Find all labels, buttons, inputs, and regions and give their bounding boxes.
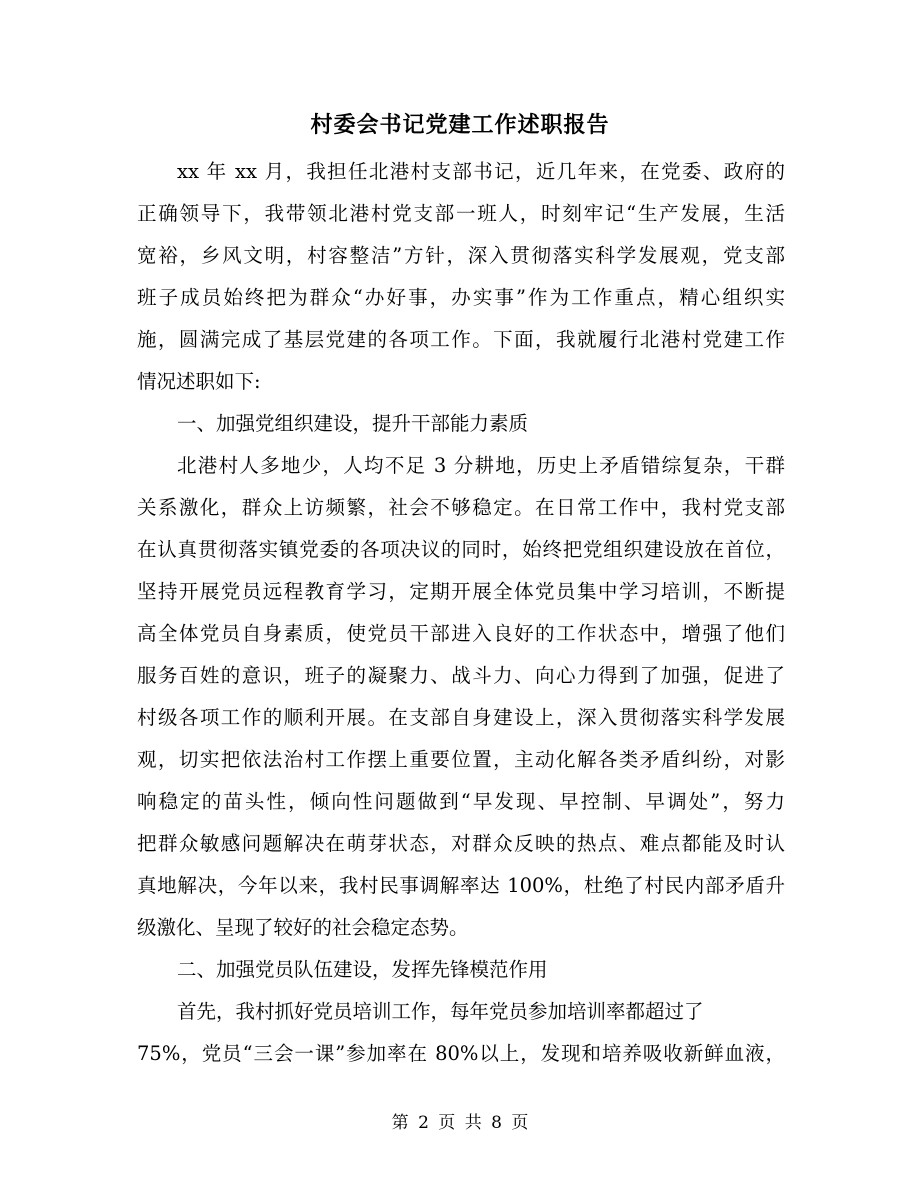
paragraph-line: 响稳定的苗头性，倾向性问题做到“早发现、早控制、早调处”，努力	[137, 790, 785, 813]
paragraph-line: 情况述职如下:	[137, 370, 261, 393]
page-number-footer: 第 2 页 共 8 页	[391, 1113, 529, 1133]
paragraph-line: 首先，我村抓好党员培训工作，每年党员参加培训率都超过了	[177, 1000, 704, 1023]
paragraph-line: 级激化、呈现了较好的社会稳定态势。	[137, 916, 469, 939]
paragraph-line: 坚持开展党员远程教育学习，定期开展全体党员集中学习培训，不断提	[137, 580, 785, 603]
section-heading: 一、加强党组织建设，提升干部能力素质	[177, 412, 529, 435]
paragraph-line: 服务百姓的意识，班子的凝聚力、战斗力、向心力得到了加强，促进了	[137, 664, 785, 687]
paragraph-line: 75%，党员“三会一课”参加率在 80%以上，发现和培养吸收新鲜血液，	[137, 1042, 785, 1065]
paragraph-line: 关系激化，群众上访频繁，社会不够稳定。在日常工作中，我村党支部	[137, 496, 785, 519]
paragraph-line: 村级各项工作的顺利开展。在支部自身建设上，深入贯彻落实科学发展	[137, 706, 785, 729]
document-title: 村委会书记党建工作述职报告	[310, 112, 610, 138]
paragraph-line: 真地解决，今年以来，我村民事调解率达 100%，杜绝了村民内部矛盾升	[137, 874, 785, 897]
paragraph-line: 把群众敏感问题解决在萌芽状态，对群众反映的热点、难点都能及时认	[137, 832, 785, 855]
section-heading: 二、加强党员队伍建设，发挥先锋模范作用	[177, 958, 548, 981]
paragraph-line: 在认真贯彻落实镇党委的各项决议的同时，始终把党组织建设放在首位，	[137, 538, 785, 561]
paragraph-line: 正确领导下，我带领北港村党支部一班人，时刻牢记“生产发展，生活	[137, 202, 785, 225]
paragraph-line: 宽裕，乡风文明，村容整洁”方针，深入贯彻落实科学发展观，党支部	[137, 244, 785, 267]
paragraph-line: 施，圆满完成了基层党建的各项工作。下面，我就履行北港村党建工作	[137, 328, 785, 351]
paragraph-line: 北港村人多地少，人均不足 3 分耕地，历史上矛盾错综复杂，干群	[177, 454, 785, 477]
paragraph-line: 高全体党员自身素质，使党员干部进入良好的工作状态中，增强了他们	[137, 622, 785, 645]
paragraph-line: 观，切实把依法治村工作摆上重要位置，主动化解各类矛盾纠纷，对影	[137, 748, 785, 771]
paragraph-line: xx 年 xx 月，我担任北港村支部书记，近几年来，在党委、政府的	[177, 160, 785, 183]
paragraph-line: 班子成员始终把为群众“办好事，办实事”作为工作重点，精心组织实	[137, 286, 785, 309]
